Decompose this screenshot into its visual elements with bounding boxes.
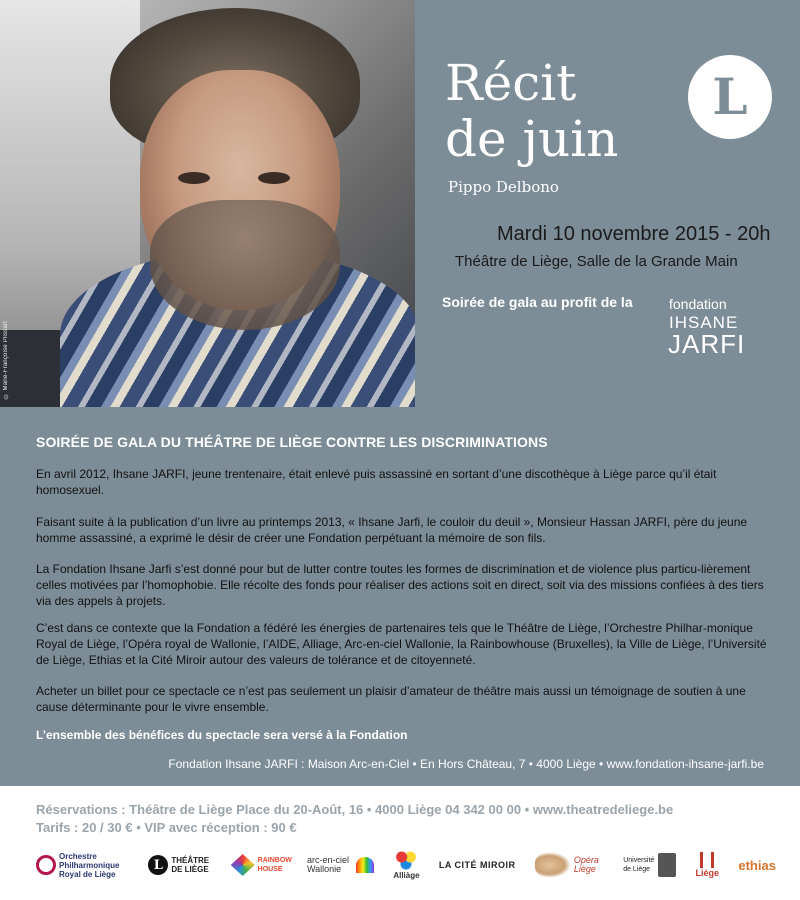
photo-eye-left [178, 172, 210, 184]
partner-rainbow [231, 854, 292, 876]
partner-theatre [148, 855, 211, 875]
gala-line: Soirée de gala au profit de la [442, 294, 633, 310]
partner-ethias [738, 857, 776, 873]
partner-opera [535, 852, 604, 878]
paragraph-5: Acheter un billet pour ce spectacle ce n’est pas seulement un plaisir d’amateur de théâtre mais aussi un témoignage de soutien à une cause déterminante pour le vivre ensemble. [36, 684, 746, 714]
rainbow-logo-icon [231, 854, 255, 876]
opera-label: Opéra Liège [573, 855, 599, 874]
paragraph-3: La Fondation Ihsane Jarfi s’est donné pour but de lutter contre toutes les formes de discrimination et de violence plus particu-lièrement celles motivées par l’homophobie. Elle récolte des fonds pour réaliser des actions soit en direct, soit via des missions confiées à des tiers via des appels à projets. [36, 562, 764, 608]
universite-logo-icon [658, 853, 676, 877]
liege-label: Liège [695, 868, 720, 878]
arc-label: arc-en-ciel Wallonie [306, 855, 349, 874]
liege-logo-icon [700, 852, 714, 868]
tarifs-line: Tarifs : 20 / 30 € • VIP avec réception : 90 € [36, 820, 297, 835]
paragraph-2: Faisant suite à la publication d’un livre au printemps 2013, « Ihsane Jarfi, le couloir du deuil », Monsieur Hassan JARFI, père du jeune homme assassiné, a exprimé le désir de créer une Fondation perpétuant la mémoire de son fils. [36, 515, 748, 545]
title-line-1: Récit [445, 54, 577, 112]
partner-ville-liege [696, 852, 720, 878]
logo-letter: L [712, 67, 748, 126]
reservations-line: Réservations : Théâtre de Liège Place du 20-Août, 16 • 4000 Liège 04 342 00 00 • www.theatredeliege.be [36, 802, 674, 817]
opera-logo-icon [535, 852, 571, 878]
arc-logo-icon [356, 857, 374, 873]
fondation-logo-name2: JARFI [668, 329, 746, 359]
partner-arc-en-ciel [307, 856, 374, 874]
partner-alliage [393, 850, 419, 880]
show-title [445, 55, 618, 167]
benefice-note: L’ensemble des bénéfices du spectacle sera versé à la Fondation [36, 728, 408, 742]
partner-universite [623, 853, 676, 877]
partner-orchestre [36, 852, 129, 879]
alliage-logo-icon [395, 850, 417, 870]
photo-beard [150, 200, 340, 330]
fondation-logo-word: fondation [669, 296, 727, 312]
author-name: Pippo Delbono [448, 178, 559, 196]
orchestre-logo-icon [36, 855, 56, 875]
section-title: SOIRÉE DE GALA DU THÉÂTRE DE LIÈGE CONTRE LES DISCRIMINATIONS [36, 434, 548, 450]
paragraph-1: En avril 2012, Ihsane JARFI, jeune trentenaire, était enlevé puis assassiné en sortant d’une discothèque à Liège parce qu’il était homosexuel. [36, 467, 717, 497]
alliage-label: Alliàge [393, 871, 420, 880]
fondation-logo-name1: IHSANE [669, 313, 739, 332]
theatre-logo-icon [688, 55, 772, 139]
orchestre-label: Orchestre Philharmonique Royal de Liège [59, 851, 120, 879]
paragraph-4: C’est dans ce contexte que la Fondation a fédéré les énergies de partenaires tels que le Théâtre de Liège, l’Orchestre Philhar-monique Royal de Liège, l’Opéra royal de Wallonie, l’AIDE, Alliage, Arc-en-ciel Wallonie, la Rainbowhouse (Bruxelles), la Ville de Liège, l’Université de Liège, Ethias et la Cité Miroir autour des valeurs de tolérance et de citoyenneté. [36, 621, 767, 667]
event-date: Mardi 10 novembre 2015 - 20h [497, 223, 771, 245]
ethias-label: ethias [738, 857, 776, 873]
event-venue: Théâtre de Liège, Salle de la Grande Main [455, 253, 738, 270]
rainbow-label: RAINBOW HOUSE [257, 857, 292, 873]
cite-label: LA CITÉ MIROIR [438, 859, 516, 870]
universite-label: Université de Liège [623, 857, 655, 873]
partner-cite-miroir [439, 861, 516, 870]
theatre-label: THÉÂTRE DE LIÈGE [171, 856, 210, 874]
photo-eye-right [258, 172, 290, 184]
partner-logos [36, 845, 776, 885]
photo-credit: © Marie-Françoise Plissart [3, 321, 9, 399]
portrait-photo [0, 0, 415, 407]
title-line-2: de juin [445, 110, 619, 168]
fondation-address: Fondation Ihsane JARFI : Maison Arc-en-Ciel • En Hors Château, 7 • 4000 Liège • www.fondation-ihsane-jarfi.be [168, 757, 764, 771]
theatre-small-logo-icon: L [148, 855, 168, 875]
